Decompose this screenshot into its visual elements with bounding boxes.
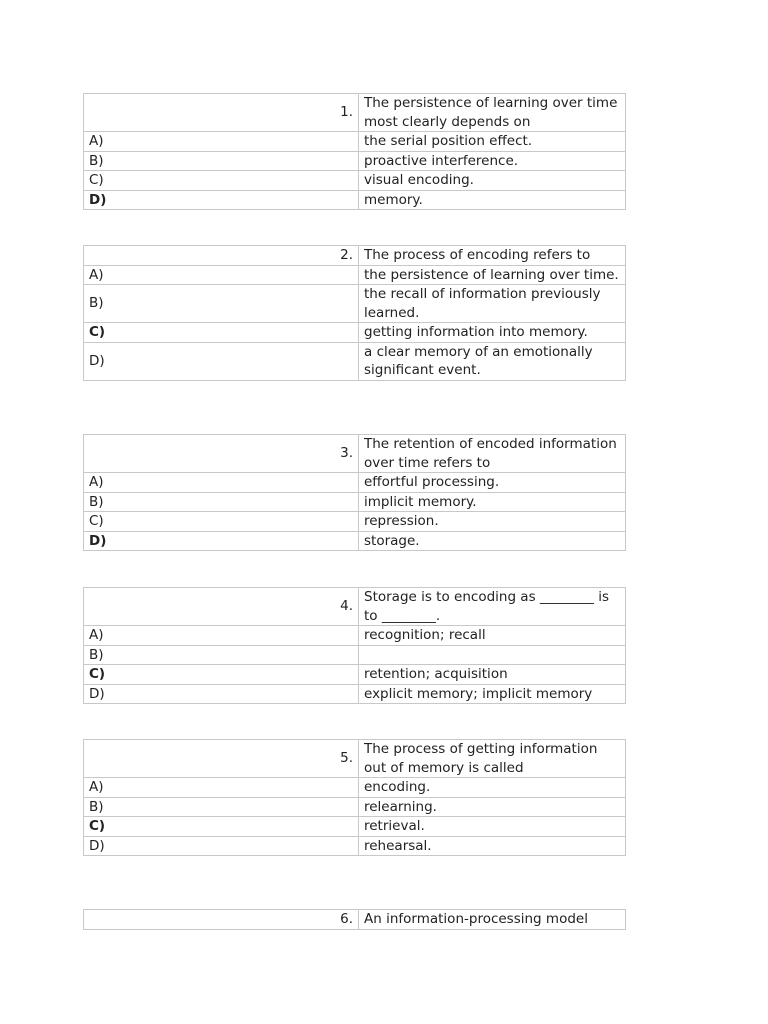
option-row-correct bbox=[84, 817, 626, 837]
question-text: The process of encoding refers to bbox=[359, 246, 626, 266]
option-row bbox=[84, 684, 626, 704]
option-row bbox=[84, 473, 626, 493]
question-number: 1. bbox=[84, 94, 359, 132]
option-letter: B) bbox=[84, 797, 359, 817]
question-row bbox=[84, 435, 626, 473]
option-letter: C) bbox=[84, 817, 359, 837]
option-letter: A) bbox=[84, 265, 359, 285]
option-text: repression. bbox=[359, 512, 626, 532]
option-letter: D) bbox=[84, 342, 359, 380]
option-letter: A) bbox=[84, 132, 359, 152]
option-row bbox=[84, 645, 626, 665]
question-row bbox=[84, 910, 626, 930]
option-text: memory. bbox=[359, 190, 626, 210]
question-block-2 bbox=[83, 245, 626, 381]
option-text: the persistence of learning over time. bbox=[359, 265, 626, 285]
option-text: proactive interference. bbox=[359, 151, 626, 171]
option-letter: A) bbox=[84, 626, 359, 646]
option-text: encoding. bbox=[359, 778, 626, 798]
option-letter: B) bbox=[84, 492, 359, 512]
option-row-correct bbox=[84, 531, 626, 551]
question-number: 2. bbox=[84, 246, 359, 266]
option-letter: A) bbox=[84, 473, 359, 493]
option-text: a clear memory of an emotionally significant event. bbox=[359, 342, 626, 380]
option-row bbox=[84, 626, 626, 646]
option-letter: A) bbox=[84, 778, 359, 798]
question-block-5 bbox=[83, 739, 626, 856]
option-letter: C) bbox=[84, 323, 359, 343]
option-text: recognition; recall bbox=[359, 626, 626, 646]
option-row bbox=[84, 132, 626, 152]
option-text: implicit memory. bbox=[359, 492, 626, 512]
option-row bbox=[84, 342, 626, 380]
option-letter: D) bbox=[84, 531, 359, 551]
question-row bbox=[84, 246, 626, 266]
option-text: explicit memory; implicit memory bbox=[359, 684, 626, 704]
option-letter: C) bbox=[84, 171, 359, 191]
question-text: An information-processing model bbox=[359, 910, 626, 930]
question-row bbox=[84, 94, 626, 132]
option-text: the recall of information previously learned. bbox=[359, 285, 626, 323]
question-text: The retention of encoded information over time refers to bbox=[359, 435, 626, 473]
option-row-correct bbox=[84, 665, 626, 685]
option-text: the serial position effect. bbox=[359, 132, 626, 152]
option-text: relearning. bbox=[359, 797, 626, 817]
option-letter: B) bbox=[84, 285, 359, 323]
option-text: getting information into memory. bbox=[359, 323, 626, 343]
question-number: 3. bbox=[84, 435, 359, 473]
question-text: The persistence of learning over time most clearly depends on bbox=[359, 94, 626, 132]
option-letter: B) bbox=[84, 151, 359, 171]
option-letter: D) bbox=[84, 684, 359, 704]
option-row bbox=[84, 836, 626, 856]
option-row bbox=[84, 778, 626, 798]
option-letter: D) bbox=[84, 190, 359, 210]
option-row bbox=[84, 797, 626, 817]
question-number: 6. bbox=[84, 910, 359, 930]
question-number: 5. bbox=[84, 740, 359, 778]
option-text: retention; acquisition bbox=[359, 665, 626, 685]
question-block-1 bbox=[83, 93, 626, 210]
option-row bbox=[84, 285, 626, 323]
option-letter: B) bbox=[84, 645, 359, 665]
option-row bbox=[84, 492, 626, 512]
option-text: effortful processing. bbox=[359, 473, 626, 493]
option-letter: D) bbox=[84, 836, 359, 856]
question-number: 4. bbox=[84, 588, 359, 626]
option-row bbox=[84, 265, 626, 285]
option-text: rehearsal. bbox=[359, 836, 626, 856]
question-text: Storage is to encoding as ________ is to ________. bbox=[359, 588, 626, 626]
question-block-6 bbox=[83, 909, 626, 930]
option-row-correct bbox=[84, 190, 626, 210]
option-row bbox=[84, 151, 626, 171]
option-row-correct bbox=[84, 323, 626, 343]
option-text: retrieval. bbox=[359, 817, 626, 837]
option-text bbox=[359, 645, 626, 665]
question-row bbox=[84, 588, 626, 626]
option-row bbox=[84, 171, 626, 191]
option-text: visual encoding. bbox=[359, 171, 626, 191]
question-text: The process of getting information out of memory is called bbox=[359, 740, 626, 778]
question-row bbox=[84, 740, 626, 778]
question-block-3 bbox=[83, 434, 626, 551]
option-letter: C) bbox=[84, 665, 359, 685]
option-row bbox=[84, 512, 626, 532]
question-block-4 bbox=[83, 587, 626, 704]
option-text: storage. bbox=[359, 531, 626, 551]
option-letter: C) bbox=[84, 512, 359, 532]
